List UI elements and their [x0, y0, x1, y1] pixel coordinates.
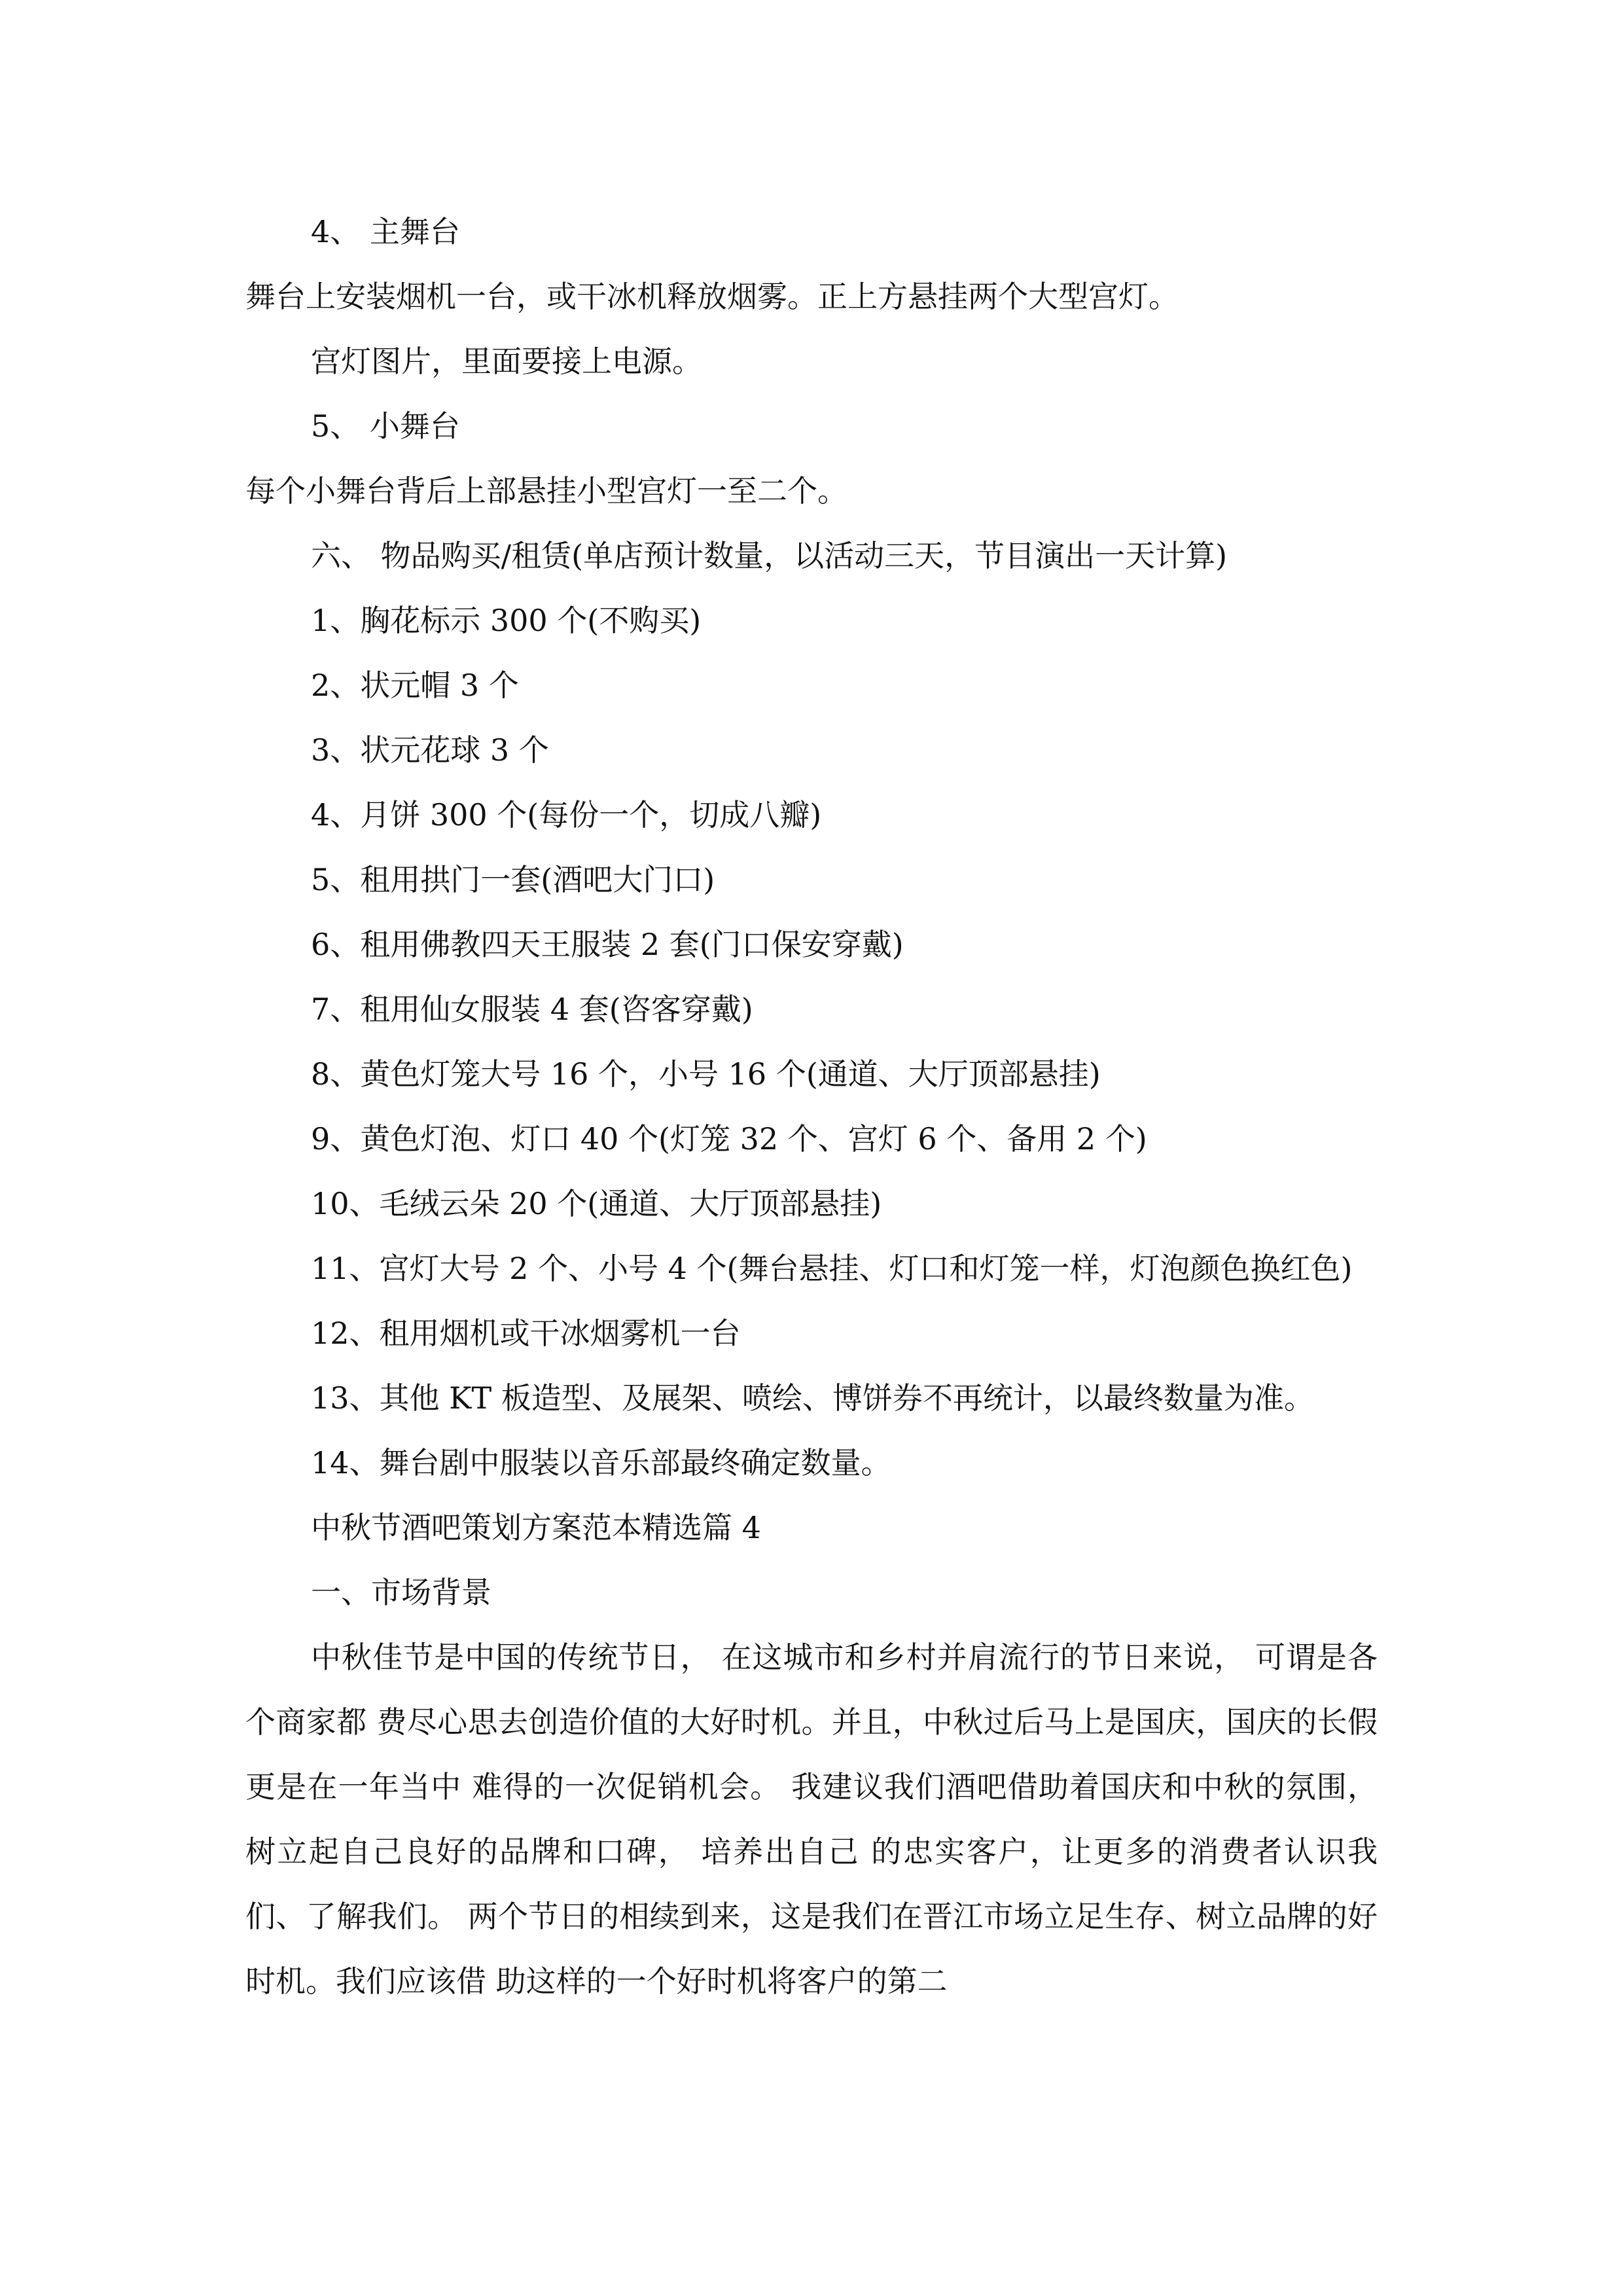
- list-item: 4、月饼 300 个(每份一个，切成八瓣): [311, 797, 822, 833]
- section-heading-small-stage: 5、 小舞台: [311, 408, 460, 444]
- list-item: 3、状元花球 3 个: [311, 732, 549, 768]
- paragraph-market-background: 中秋佳节是中国的传统节日， 在这城市和乡村并肩流行的节日来说， 可谓是各个商家都 费尽心思去创造价值的大好时机。并且，中秋过后马上是国庆，国庆的长假更是在一年当中 难得的一次促销机会。 我建议我们酒吧借助着国庆和中秋的氛围， 树立起自己良好的品牌和口碑， 培养出自己 的忠实客户，让更多的消费者认识我们、了解我们。 两个节日的相续到来，这是我们在晋江市场立足生存、树立品牌的好时机。我们应该借 助这样的一个好时机将客户的第二: [245, 1640, 1378, 1999]
- list-item: 9、黄色灯泡、灯口 40 个(灯笼 32 个、宫灯 6 个、备用 2 个): [311, 1121, 1147, 1157]
- list-item: 7、租用仙女服装 4 套(咨客穿戴): [311, 992, 753, 1027]
- paragraph-lantern-note: 宫灯图片，里面要接上电源。: [311, 344, 702, 379]
- list-item: 1、胸花标示 300 个(不购买): [311, 603, 702, 638]
- list-item: 14、舞台剧中服装以音乐部最终确定数量。: [311, 1445, 891, 1480]
- paragraph-small-stage: 每个小舞台背后上部悬挂小型宫灯一至二个。: [245, 473, 847, 509]
- section-heading-purchases: 六、 物品购买/租赁(单店预计数量，以活动三天，节目演出一天计算): [311, 538, 1228, 573]
- list-item: 10、毛绒云朵 20 个(通道、大厅顶部悬挂): [311, 1186, 882, 1221]
- chapter-title: 中秋节酒吧策划方案范本精选篇 4: [311, 1510, 761, 1545]
- list-item: 8、黄色灯笼大号 16 个，小号 16 个(通道、大厅顶部悬挂): [311, 1056, 1101, 1092]
- section-heading-main-stage: 4、 主舞台: [311, 214, 460, 249]
- section-heading-market-background: 一、市场背景: [311, 1575, 491, 1610]
- list-item: 11、宫灯大号 2 个、小号 4 个(舞台悬挂、灯口和灯笼一样，灯泡颜色换红色): [311, 1251, 1353, 1286]
- list-item: 6、租用佛教四天王服装 2 套(门口保安穿戴): [311, 927, 904, 962]
- list-item: 2、状元帽 3 个: [311, 668, 519, 703]
- paragraph-main-stage: 舞台上安装烟机一台，或干冰机释放烟雾。正上方悬挂两个大型宫灯。: [245, 279, 1179, 314]
- document-body: [245, 200, 1378, 2014]
- list-item: 12、租用烟机或干冰烟雾机一台: [311, 1316, 741, 1351]
- list-item: 5、租用拱门一套(酒吧大门口): [311, 862, 715, 897]
- list-item: 13、其他 KT 板造型、及展架、喷绘、博饼券不再统计，以最终数量为准。: [311, 1380, 1314, 1416]
